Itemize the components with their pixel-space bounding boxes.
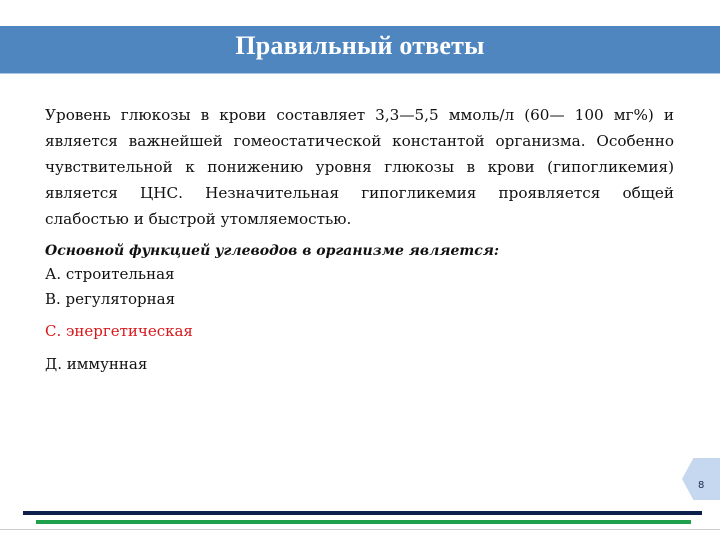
body-paragraph: Уровень глюкозы в крови составляет 3,3—5,5 ммоль/л (60— 100 мг%) и является важнейшей гомеостатической константой организма. Особенно чувствительной к понижению уровня глюкозы в крови (гипогликемия) является ЦНС. Незначительная гипогликемия проявляется общей слабостью и быстрой утомляемостью. xyxy=(45,106,674,228)
footer-line-gray xyxy=(0,529,720,530)
quiz-question: Основной функцией углеводов в организме является: xyxy=(45,243,500,259)
answer-option-c-correct: С. энергетическая xyxy=(45,322,193,340)
answer-option-a: А. строительная xyxy=(45,265,175,283)
footer-line-green xyxy=(36,520,691,524)
header-bar xyxy=(0,26,720,74)
answer-option-b: В. регуляторная xyxy=(45,290,176,308)
page-number-tab xyxy=(682,458,720,500)
page-number: 8 xyxy=(698,480,705,491)
page-title: Правильный ответы xyxy=(235,31,485,60)
footer-line-navy xyxy=(23,511,702,515)
answer-option-d: Д. иммунная xyxy=(45,355,148,373)
